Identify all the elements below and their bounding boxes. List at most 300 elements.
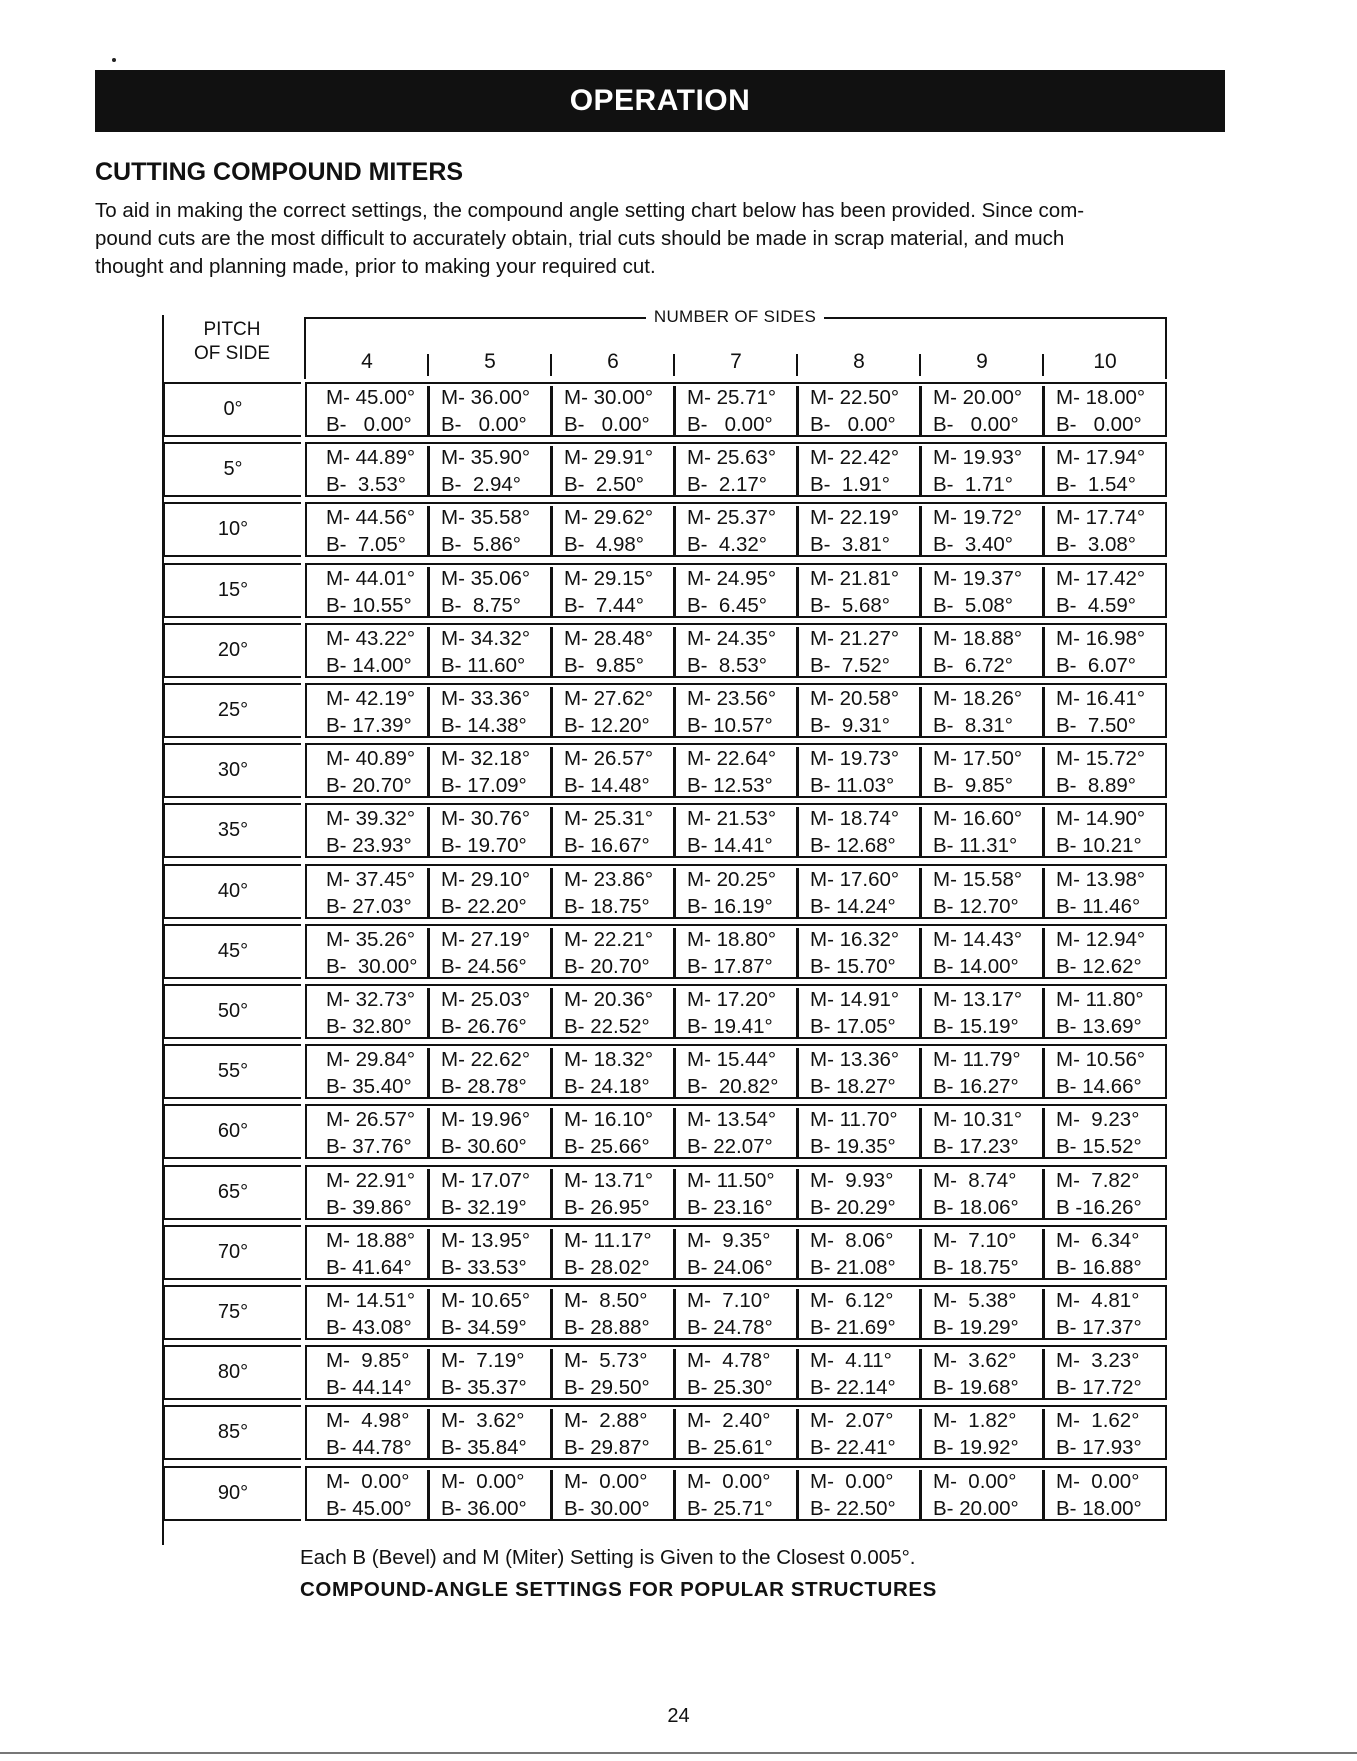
miter-value: M- 22.64° bbox=[687, 747, 777, 770]
column-divider bbox=[796, 868, 799, 917]
bevel-value: B- 19.29° bbox=[933, 1316, 1019, 1339]
miter-value: M- 7.10° bbox=[687, 1289, 771, 1312]
bevel-value: B- 0.00° bbox=[564, 413, 650, 436]
setting-cell bbox=[920, 444, 1043, 498]
column-divider bbox=[673, 567, 676, 616]
setting-cell bbox=[674, 1106, 797, 1160]
column-divider bbox=[550, 747, 553, 796]
column-divider bbox=[673, 506, 676, 555]
pitch-value: 10° bbox=[163, 502, 301, 557]
column-divider bbox=[919, 928, 922, 977]
miter-value: M- 17.74° bbox=[1056, 506, 1146, 529]
column-divider bbox=[796, 1229, 799, 1278]
column-divider bbox=[1042, 1229, 1045, 1278]
scan-speck bbox=[112, 58, 116, 62]
miter-value: M- 44.56° bbox=[326, 506, 416, 529]
setting-cell bbox=[1043, 1227, 1166, 1281]
page-number: 24 bbox=[667, 1705, 690, 1727]
miter-value: M- 14.43° bbox=[933, 928, 1023, 951]
header-bracket-left bbox=[304, 317, 306, 379]
setting-cell bbox=[313, 986, 436, 1040]
miter-value: M- 17.42° bbox=[1056, 567, 1146, 590]
bevel-value: B- 6.45° bbox=[687, 594, 767, 617]
miter-value: M- 6.12° bbox=[810, 1289, 894, 1312]
miter-value: M- 19.93° bbox=[933, 446, 1023, 469]
setting-cell bbox=[313, 866, 436, 920]
setting-cell bbox=[1043, 1347, 1166, 1401]
miter-value: M- 16.32° bbox=[810, 928, 900, 951]
bevel-value: B -16.26° bbox=[1056, 1196, 1142, 1219]
column-divider bbox=[919, 807, 922, 856]
miter-value: M- 35.26° bbox=[326, 928, 416, 951]
miter-value: M- 0.00° bbox=[441, 1470, 525, 1493]
column-divider bbox=[673, 1409, 676, 1458]
column-divider bbox=[1042, 928, 1045, 977]
bevel-value: B- 22.07° bbox=[687, 1135, 773, 1158]
miter-value: M- 19.96° bbox=[441, 1108, 531, 1131]
bevel-value: B- 35.40° bbox=[326, 1075, 412, 1098]
setting-cell bbox=[313, 926, 436, 980]
setting-cell bbox=[1043, 625, 1166, 679]
bevel-value: B- 24.06° bbox=[687, 1256, 773, 1279]
miter-value: M- 17.50° bbox=[933, 747, 1023, 770]
bevel-value: B- 20.70° bbox=[564, 955, 650, 978]
column-divider bbox=[427, 1108, 430, 1157]
bevel-value: B- 0.00° bbox=[1056, 413, 1142, 436]
bevel-value: B- 22.50° bbox=[810, 1497, 896, 1520]
miter-value: M- 0.00° bbox=[687, 1470, 771, 1493]
setting-cell bbox=[428, 1468, 551, 1522]
pitch-value: 55° bbox=[163, 1044, 301, 1099]
miter-value: M- 7.82° bbox=[1056, 1169, 1140, 1192]
column-divider bbox=[427, 506, 430, 555]
pitch-value: 75° bbox=[163, 1285, 301, 1340]
setting-cell bbox=[797, 1167, 920, 1221]
setting-cell bbox=[313, 1347, 436, 1401]
pitch-value: 50° bbox=[163, 984, 301, 1039]
bevel-value: B- 3.53° bbox=[326, 473, 406, 496]
bevel-value: B- 0.00° bbox=[326, 413, 412, 436]
bevel-value: B- 5.86° bbox=[441, 533, 521, 556]
setting-cell bbox=[428, 565, 551, 619]
setting-cell bbox=[428, 1167, 551, 1221]
bevel-value: B- 8.53° bbox=[687, 654, 767, 677]
miter-value: M- 20.36° bbox=[564, 988, 654, 1011]
miter-value: M- 4.78° bbox=[687, 1349, 771, 1372]
setting-cell bbox=[674, 1167, 797, 1221]
setting-cell bbox=[920, 866, 1043, 920]
bevel-value: B- 18.75° bbox=[933, 1256, 1019, 1279]
column-divider bbox=[919, 1289, 922, 1338]
column-divider bbox=[1042, 747, 1045, 796]
pitch-value: 85° bbox=[163, 1405, 301, 1460]
column-divider bbox=[796, 1470, 799, 1519]
bevel-value: B- 0.00° bbox=[933, 413, 1019, 436]
pitch-header-line: OF SIDE bbox=[193, 343, 270, 364]
miter-value: M- 0.00° bbox=[564, 1470, 648, 1493]
miter-value: M- 9.23° bbox=[1056, 1108, 1140, 1131]
column-tick bbox=[919, 354, 921, 376]
miter-value: M- 18.32° bbox=[564, 1048, 654, 1071]
setting-cell bbox=[797, 805, 920, 859]
setting-cell bbox=[797, 1347, 920, 1401]
column-divider bbox=[919, 627, 922, 676]
setting-cell bbox=[920, 565, 1043, 619]
miter-value: M- 35.90° bbox=[441, 446, 531, 469]
column-divider bbox=[550, 1289, 553, 1338]
bevel-value: B- 18.00° bbox=[1056, 1497, 1142, 1520]
column-divider bbox=[550, 1048, 553, 1097]
bevel-value: B- 24.56° bbox=[441, 955, 527, 978]
column-divider bbox=[1042, 1289, 1045, 1338]
setting-cell bbox=[428, 866, 551, 920]
miter-value: M- 19.37° bbox=[933, 567, 1023, 590]
setting-cell bbox=[674, 805, 797, 859]
bevel-value: B- 28.88° bbox=[564, 1316, 650, 1339]
number-of-sides-label: NUMBER OF SIDES bbox=[646, 307, 824, 326]
column-divider bbox=[919, 1349, 922, 1398]
bevel-value: B- 2.17° bbox=[687, 473, 767, 496]
miter-value: M- 11.17° bbox=[564, 1229, 652, 1252]
bevel-value: B- 26.76° bbox=[441, 1015, 527, 1038]
column-divider bbox=[427, 687, 430, 736]
column-divider bbox=[550, 567, 553, 616]
miter-value: M- 19.73° bbox=[810, 747, 900, 770]
setting-cell bbox=[920, 986, 1043, 1040]
bevel-value: B- 10.21° bbox=[1056, 834, 1142, 857]
setting-cell bbox=[313, 384, 436, 438]
miter-value: M- 17.20° bbox=[687, 988, 777, 1011]
bevel-value: B- 14.66° bbox=[1056, 1075, 1142, 1098]
column-divider bbox=[1042, 567, 1045, 616]
bevel-value: B- 4.98° bbox=[564, 533, 644, 556]
number-of-sides-header bbox=[305, 307, 1165, 326]
setting-cell bbox=[551, 1046, 674, 1100]
bevel-value: B- 2.50° bbox=[564, 473, 644, 496]
setting-cell bbox=[1043, 805, 1166, 859]
column-divider bbox=[919, 1169, 922, 1218]
miter-value: M- 40.89° bbox=[326, 747, 416, 770]
pitch-value: 25° bbox=[163, 683, 301, 738]
setting-cell bbox=[674, 926, 797, 980]
column-divider bbox=[1042, 868, 1045, 917]
bevel-value: B- 8.31° bbox=[933, 714, 1013, 737]
miter-value: M- 17.94° bbox=[1056, 446, 1146, 469]
column-divider bbox=[550, 446, 553, 495]
bevel-value: B- 1.54° bbox=[1056, 473, 1136, 496]
intro-line: thought and planning made, prior to making your required cut. bbox=[95, 255, 656, 278]
setting-cell bbox=[551, 805, 674, 859]
bevel-value: B- 39.86° bbox=[326, 1196, 412, 1219]
bevel-value: B- 6.72° bbox=[933, 654, 1013, 677]
bevel-value: B- 0.00° bbox=[687, 413, 773, 436]
miter-value: M- 29.62° bbox=[564, 506, 654, 529]
bevel-value: B- 4.59° bbox=[1056, 594, 1136, 617]
bevel-value: B- 44.78° bbox=[326, 1436, 412, 1459]
miter-value: M- 8.74° bbox=[933, 1169, 1017, 1192]
setting-cell bbox=[797, 444, 920, 498]
setting-cell bbox=[1043, 1468, 1166, 1522]
setting-cell bbox=[674, 565, 797, 619]
setting-cell bbox=[1043, 1106, 1166, 1160]
column-tick bbox=[550, 354, 552, 376]
setting-cell bbox=[551, 625, 674, 679]
miter-value: M- 4.11° bbox=[810, 1349, 892, 1372]
miter-value: M- 25.37° bbox=[687, 506, 777, 529]
bevel-value: B- 25.66° bbox=[564, 1135, 650, 1158]
setting-cell bbox=[313, 805, 436, 859]
bevel-value: B- 21.08° bbox=[810, 1256, 896, 1279]
miter-value: M- 25.71° bbox=[687, 386, 777, 409]
setting-cell bbox=[797, 685, 920, 739]
miter-value: M- 11.50° bbox=[687, 1169, 775, 1192]
miter-value: M- 25.63° bbox=[687, 446, 777, 469]
bevel-value: B- 37.76° bbox=[326, 1135, 412, 1158]
intro-line: To aid in making the correct settings, the compound angle setting chart below has been provided. Since com- bbox=[95, 199, 1085, 222]
setting-cell bbox=[551, 926, 674, 980]
setting-cell bbox=[797, 1468, 920, 1522]
bevel-value: B- 14.38° bbox=[441, 714, 527, 737]
miter-value: M- 6.34° bbox=[1056, 1229, 1140, 1252]
miter-value: M- 3.62° bbox=[933, 1349, 1017, 1372]
column-divider bbox=[796, 1349, 799, 1398]
miter-value: M- 10.65° bbox=[441, 1289, 531, 1312]
bevel-value: B- 11.03° bbox=[810, 774, 895, 797]
miter-value: M- 11.70° bbox=[810, 1108, 898, 1131]
bevel-value: B- 22.14° bbox=[810, 1376, 896, 1399]
setting-cell bbox=[920, 926, 1043, 980]
bevel-value: B- 16.27° bbox=[933, 1075, 1019, 1098]
setting-cell bbox=[428, 1046, 551, 1100]
bevel-value: B- 4.32° bbox=[687, 533, 767, 556]
setting-cell bbox=[920, 745, 1043, 799]
setting-cell bbox=[551, 866, 674, 920]
miter-value: M- 13.95° bbox=[441, 1229, 531, 1252]
column-divider bbox=[673, 928, 676, 977]
setting-cell bbox=[313, 444, 436, 498]
bevel-value: B- 19.35° bbox=[810, 1135, 896, 1158]
bevel-value: B- 9.85° bbox=[564, 654, 644, 677]
bevel-value: B- 14.48° bbox=[564, 774, 650, 797]
column-divider bbox=[550, 386, 553, 435]
setting-cell bbox=[551, 1407, 674, 1461]
column-divider bbox=[427, 567, 430, 616]
miter-value: M- 3.62° bbox=[441, 1409, 525, 1432]
setting-cell bbox=[797, 986, 920, 1040]
column-divider bbox=[1042, 506, 1045, 555]
column-tick bbox=[427, 354, 429, 376]
setting-cell bbox=[674, 504, 797, 558]
column-divider bbox=[427, 386, 430, 435]
bevel-value: B- 24.18° bbox=[564, 1075, 650, 1098]
setting-cell bbox=[797, 1407, 920, 1461]
column-divider bbox=[1042, 1169, 1045, 1218]
bevel-value: B- 16.88° bbox=[1056, 1256, 1142, 1279]
miter-value: M- 37.45° bbox=[326, 868, 416, 891]
miter-value: M- 29.84° bbox=[326, 1048, 416, 1071]
setting-cell bbox=[797, 625, 920, 679]
bevel-value: B- 8.89° bbox=[1056, 774, 1136, 797]
setting-cell bbox=[428, 745, 551, 799]
setting-cell bbox=[674, 745, 797, 799]
setting-cell bbox=[313, 1106, 436, 1160]
setting-cell bbox=[428, 444, 551, 498]
column-divider bbox=[796, 807, 799, 856]
column-divider bbox=[796, 627, 799, 676]
column-divider bbox=[796, 1289, 799, 1338]
column-divider bbox=[1042, 386, 1045, 435]
column-divider bbox=[796, 1409, 799, 1458]
bevel-value: B- 5.68° bbox=[810, 594, 890, 617]
miter-value: M- 24.35° bbox=[687, 627, 777, 650]
bevel-value: B- 11.46° bbox=[1056, 895, 1141, 918]
setting-cell bbox=[428, 625, 551, 679]
bevel-value: B- 19.92° bbox=[933, 1436, 1019, 1459]
bevel-value: B- 22.20° bbox=[441, 895, 527, 918]
setting-cell bbox=[428, 1227, 551, 1281]
bevel-value: B- 30.00° bbox=[326, 955, 418, 978]
bevel-value: B- 12.70° bbox=[933, 895, 1019, 918]
column-divider bbox=[673, 747, 676, 796]
column-divider bbox=[1042, 1470, 1045, 1519]
bevel-value: B- 20.70° bbox=[326, 774, 412, 797]
miter-value: M- 27.19° bbox=[441, 928, 531, 951]
miter-value: M- 14.90° bbox=[1056, 807, 1146, 830]
miter-value: M- 13.36° bbox=[810, 1048, 900, 1071]
setting-cell bbox=[674, 986, 797, 1040]
bevel-value: B- 15.52° bbox=[1056, 1135, 1142, 1158]
setting-cell bbox=[313, 1046, 436, 1100]
bevel-value: B- 25.71° bbox=[687, 1497, 773, 1520]
column-divider bbox=[1042, 807, 1045, 856]
column-divider bbox=[673, 988, 676, 1037]
column-divider bbox=[919, 1470, 922, 1519]
setting-cell bbox=[1043, 745, 1166, 799]
miter-value: M- 13.17° bbox=[933, 988, 1023, 1011]
setting-cell bbox=[1043, 504, 1166, 558]
column-divider bbox=[919, 1048, 922, 1097]
setting-cell bbox=[797, 1227, 920, 1281]
bevel-value: B- 19.41° bbox=[687, 1015, 773, 1038]
bevel-value: B- 17.87° bbox=[687, 955, 773, 978]
miter-value: M- 8.06° bbox=[810, 1229, 894, 1252]
miter-value: M- 44.89° bbox=[326, 446, 416, 469]
column-divider bbox=[796, 928, 799, 977]
column-divider bbox=[796, 506, 799, 555]
column-divider bbox=[919, 506, 922, 555]
bevel-value: B- 33.53° bbox=[441, 1256, 527, 1279]
miter-value: M- 29.91° bbox=[564, 446, 654, 469]
setting-cell bbox=[674, 866, 797, 920]
bevel-value: B- 14.24° bbox=[810, 895, 896, 918]
bevel-value: B- 24.78° bbox=[687, 1316, 773, 1339]
pitch-value: 80° bbox=[163, 1345, 301, 1400]
setting-cell bbox=[428, 1106, 551, 1160]
bevel-value: B- 14.00° bbox=[326, 654, 412, 677]
miter-value: M- 39.32° bbox=[326, 807, 416, 830]
setting-cell bbox=[551, 1106, 674, 1160]
setting-cell bbox=[674, 444, 797, 498]
column-divider bbox=[919, 747, 922, 796]
miter-value: M- 2.88° bbox=[564, 1409, 648, 1432]
bevel-value: B- 7.52° bbox=[810, 654, 890, 677]
intro-paragraph bbox=[95, 197, 1225, 281]
miter-value: M- 1.62° bbox=[1056, 1409, 1140, 1432]
column-divider bbox=[550, 627, 553, 676]
precision-footnote: Each B (Bevel) and M (Miter) Setting is Given to the Closest 0.005°. bbox=[300, 1546, 916, 1569]
bevel-value: B- 10.55° bbox=[326, 594, 412, 617]
pitch-value: 20° bbox=[163, 623, 301, 678]
miter-value: M- 11.80° bbox=[1056, 988, 1144, 1011]
column-divider bbox=[919, 446, 922, 495]
bevel-value: B- 29.50° bbox=[564, 1376, 650, 1399]
setting-cell bbox=[428, 685, 551, 739]
bevel-value: B- 20.82° bbox=[687, 1075, 779, 1098]
column-divider bbox=[1042, 446, 1045, 495]
setting-cell bbox=[313, 1167, 436, 1221]
setting-cell bbox=[313, 565, 436, 619]
pitch-value: 0° bbox=[163, 382, 301, 437]
column-divider bbox=[550, 1470, 553, 1519]
miter-value: M- 32.18° bbox=[441, 747, 531, 770]
miter-value: M- 18.88° bbox=[326, 1229, 416, 1252]
miter-value: M- 8.50° bbox=[564, 1289, 648, 1312]
column-divider bbox=[796, 567, 799, 616]
miter-value: M- 4.81° bbox=[1056, 1289, 1140, 1312]
setting-cell bbox=[313, 745, 436, 799]
section-title: CUTTING COMPOUND MITERS bbox=[95, 158, 464, 186]
miter-value: M- 29.15° bbox=[564, 567, 654, 590]
bevel-value: B- 17.93° bbox=[1056, 1436, 1142, 1459]
setting-cell bbox=[674, 1287, 797, 1341]
column-header: 4 bbox=[361, 350, 373, 373]
bevel-value: B- 17.37° bbox=[1056, 1316, 1142, 1339]
miter-value: M- 44.01° bbox=[326, 567, 416, 590]
column-divider bbox=[919, 868, 922, 917]
miter-value: M- 13.54° bbox=[687, 1108, 777, 1131]
bevel-value: B- 12.68° bbox=[810, 834, 896, 857]
miter-value: M- 11.79° bbox=[933, 1048, 1021, 1071]
miter-value: M- 17.60° bbox=[810, 868, 900, 891]
column-divider bbox=[427, 747, 430, 796]
miter-value: M- 33.36° bbox=[441, 687, 531, 710]
miter-value: M- 18.80° bbox=[687, 928, 777, 951]
column-divider bbox=[796, 386, 799, 435]
bevel-value: B- 22.41° bbox=[810, 1436, 896, 1459]
miter-value: M- 15.44° bbox=[687, 1048, 777, 1071]
setting-cell bbox=[1043, 1407, 1166, 1461]
miter-value: M- 45.00° bbox=[326, 386, 416, 409]
miter-value: M- 25.31° bbox=[564, 807, 654, 830]
miter-value: M- 5.73° bbox=[564, 1349, 648, 1372]
bevel-value: B- 3.40° bbox=[933, 533, 1013, 556]
setting-cell bbox=[1043, 986, 1166, 1040]
bevel-value: B- 10.57° bbox=[687, 714, 773, 737]
bevel-value: B- 36.00° bbox=[441, 1497, 527, 1520]
column-divider bbox=[427, 988, 430, 1037]
miter-value: M- 9.35° bbox=[687, 1229, 771, 1252]
setting-cell bbox=[551, 444, 674, 498]
bevel-value: B- 17.23° bbox=[933, 1135, 1019, 1158]
miter-value: M- 43.22° bbox=[326, 627, 416, 650]
scan-edge-rule bbox=[0, 1752, 1357, 1754]
column-header: 6 bbox=[607, 350, 619, 373]
column-divider bbox=[673, 1229, 676, 1278]
column-header: 8 bbox=[853, 350, 865, 373]
bevel-value: B- 20.29° bbox=[810, 1196, 896, 1219]
bevel-value: B- 12.62° bbox=[1056, 955, 1142, 978]
column-divider bbox=[919, 567, 922, 616]
